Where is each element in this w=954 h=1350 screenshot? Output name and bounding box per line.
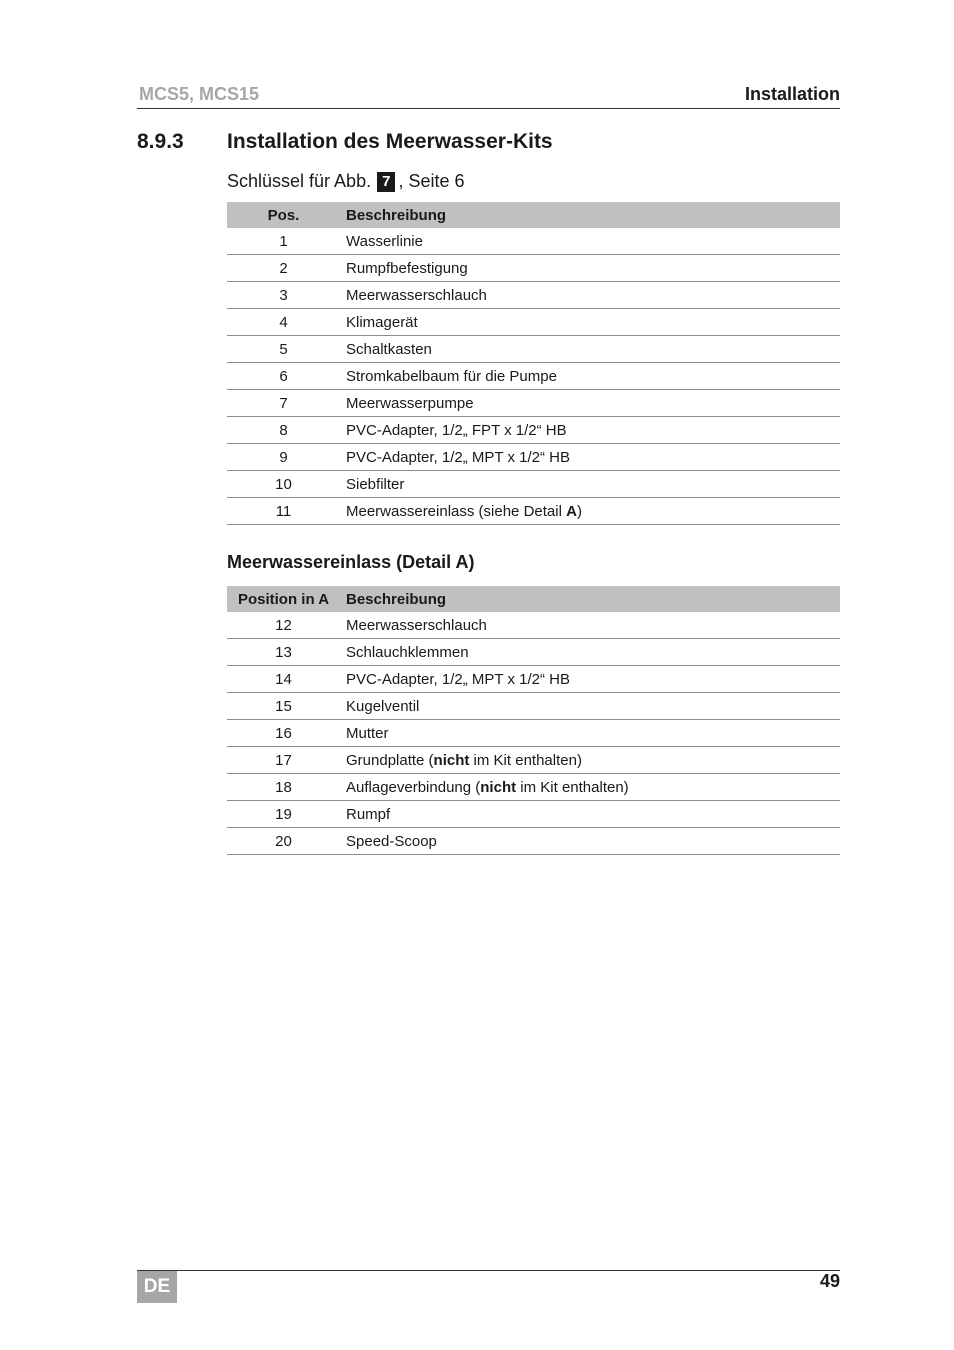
- row-position: 4: [227, 309, 340, 336]
- row-position: 2: [227, 255, 340, 282]
- table-row: [227, 255, 840, 282]
- page-number: 49: [819, 1271, 840, 1291]
- row-description: [340, 774, 840, 801]
- row-description: PVC-Adapter, 1/2„ FPT x 1/2“ HB: [340, 417, 840, 444]
- description-text: ): [576, 502, 582, 520]
- description-text: Grundplatte (: [346, 751, 434, 769]
- row-description: Rumpf: [340, 801, 840, 828]
- key-prefix: Schlüssel für Abb.: [227, 171, 372, 191]
- table-row: [227, 363, 840, 390]
- row-position: 19: [227, 801, 340, 828]
- row-position: 18: [227, 774, 340, 801]
- language-badge: DE: [137, 1271, 177, 1303]
- table-header-row: [227, 202, 840, 228]
- table-row: [227, 666, 840, 693]
- row-description: Meerwasserpumpe: [340, 390, 840, 417]
- row-description: Mutter: [340, 720, 840, 747]
- table-row: [227, 309, 840, 336]
- column-header-description: Beschreibung: [340, 202, 840, 228]
- row-position: 3: [227, 282, 340, 309]
- description-text: Auflageverbindung (: [346, 778, 481, 796]
- footer-divider: [137, 1270, 840, 1271]
- key-suffix: , Seite 6: [398, 171, 465, 191]
- table-row: [227, 801, 840, 828]
- row-description: Speed-Scoop: [340, 828, 840, 855]
- table-row: [227, 828, 840, 855]
- parts-table: [227, 202, 840, 525]
- row-position: 17: [227, 747, 340, 774]
- table-row: [227, 471, 840, 498]
- row-position: 20: [227, 828, 340, 855]
- section-title: Installation des Meerwasser-Kits: [227, 130, 553, 153]
- row-position: 7: [227, 390, 340, 417]
- table-row: [227, 498, 840, 525]
- header-model: MCS5, MCS15: [139, 84, 260, 104]
- row-position: 1: [227, 228, 340, 255]
- row-description: Rumpfbefestigung: [340, 255, 840, 282]
- description-emphasis: nicht: [433, 751, 470, 769]
- figure-key-line: [227, 171, 464, 192]
- row-description: Meerwasserschlauch: [340, 612, 840, 639]
- row-description: Schaltkasten: [340, 336, 840, 363]
- description-emphasis: nicht: [480, 778, 517, 796]
- table-row: [227, 693, 840, 720]
- row-position: 16: [227, 720, 340, 747]
- description-text: im Kit enthalten): [469, 751, 582, 769]
- column-header-position: Position in A: [227, 586, 340, 612]
- row-description: PVC-Adapter, 1/2„ MPT x 1/2“ HB: [340, 666, 840, 693]
- table-row: [227, 282, 840, 309]
- table-header-row: [227, 586, 840, 612]
- row-position: 10: [227, 471, 340, 498]
- row-description: Schlauchklemmen: [340, 639, 840, 666]
- row-position: 13: [227, 639, 340, 666]
- row-description: Klimagerät: [340, 309, 840, 336]
- detail-subheading: Meerwassereinlass (Detail A): [227, 552, 475, 572]
- row-position: 5: [227, 336, 340, 363]
- table-row: [227, 390, 840, 417]
- row-position: 11: [227, 498, 340, 525]
- description-text: Meerwassereinlass (siehe Detail: [346, 502, 567, 520]
- column-header-pos: Pos.: [227, 202, 340, 228]
- table-row: [227, 228, 840, 255]
- row-position: 9: [227, 444, 340, 471]
- row-description: PVC-Adapter, 1/2„ MPT x 1/2“ HB: [340, 444, 840, 471]
- row-description: Wasserlinie: [340, 228, 840, 255]
- description-emphasis: A: [566, 502, 577, 520]
- column-header-description: Beschreibung: [340, 586, 840, 612]
- section-number: 8.9.3: [137, 130, 184, 153]
- row-description: Kugelventil: [340, 693, 840, 720]
- header-chapter: Installation: [744, 84, 840, 104]
- detail-table: [227, 586, 840, 855]
- table-row: [227, 774, 840, 801]
- table-row: [227, 336, 840, 363]
- row-position: 6: [227, 363, 340, 390]
- row-position: 12: [227, 612, 340, 639]
- table-row: [227, 747, 840, 774]
- table-row: [227, 612, 840, 639]
- row-description: [340, 498, 840, 525]
- row-position: 8: [227, 417, 340, 444]
- row-description: Meerwasserschlauch: [340, 282, 840, 309]
- table-row: [227, 417, 840, 444]
- row-position: 14: [227, 666, 340, 693]
- row-position: 15: [227, 693, 340, 720]
- table-row: [227, 444, 840, 471]
- table-row: [227, 639, 840, 666]
- row-description: Siebfilter: [340, 471, 840, 498]
- table-row: [227, 720, 840, 747]
- header-divider: [137, 108, 840, 109]
- figure-number-badge: 7: [377, 172, 395, 192]
- description-text: im Kit enthalten): [516, 778, 629, 796]
- row-description: [340, 747, 840, 774]
- row-description: Stromkabelbaum für die Pumpe: [340, 363, 840, 390]
